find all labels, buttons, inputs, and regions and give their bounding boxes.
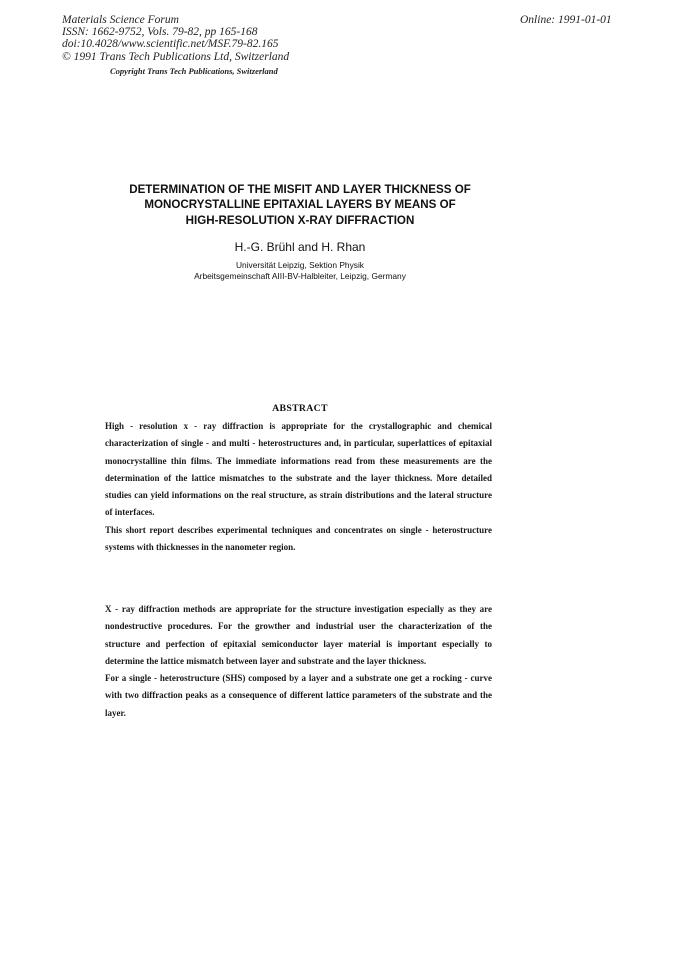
affiliation-line-2: Arbeitsgemeinschaft AIII-BV-Halbleiter, Leipzig, Germany [194, 271, 406, 281]
copyright-notice: Copyright Trans Tech Publications, Switzerland [110, 66, 278, 76]
title-line-2: MONOCRYSTALLINE EPITAXIAL LAYERS BY MEANS OF [144, 198, 456, 212]
issn-line: ISSN: 1662-9752, Vols. 79-82, pp 165-168 [62, 26, 258, 39]
body-paragraph-2: For a single - heterostructure (SHS) composed by a layer and a substrate one get a rocking - curve with two diffraction peaks as a consequence of different lattice parameters of the substrate and the layer. [105, 673, 492, 718]
doi-line: doi:10.4028/www.scientific.net/MSF.79-82.165 [62, 38, 279, 51]
paper-title [100, 182, 500, 228]
body-paragraph-1: X - ray diffraction methods are appropriate for the structure investigation especially as they are nondestructive procedures. For the growther and industrial user the characterization of the structure and perfection of epitaxial semiconductor layer material is important especially to determine the lattice mismatch between layer and substrate and the layer thickness. [105, 604, 492, 666]
intro-body [105, 601, 492, 722]
copyright-line: © 1991 Trans Tech Publications Ltd, Switzerland [62, 50, 290, 63]
authors: H.-G. Brühl and H. Rhan [234, 240, 366, 254]
abstract-body [105, 418, 492, 556]
affiliation-line-1: Universität Leipzig, Sektion Physik [235, 260, 364, 270]
title-line-1: DETERMINATION OF THE MISFIT AND LAYER THICKNESS OF [129, 183, 471, 196]
journal-name: Materials Science Forum [62, 14, 179, 26]
abstract-paragraph-1: High - resolution x - ray diffraction is appropriate for the crystallographic and chemical characterization of single - and multi - heterostructures and, in particular, superlattices of epitaxial monocrystalline thin films. The immediate informations read from these measurements are the determination of the lattice mismatches to the substrate and the layer thickness. More detailed studies can yield informations on the real structure, as strain distributions and the lateral structure of interfaces. [105, 421, 492, 518]
abstract-paragraph-2: This short report describes experimental techniques and concentrates on single - heterostructure systems with thicknesses in the nanometer region. [105, 524, 492, 553]
online-date: Online: 1991-01-01 [520, 14, 612, 26]
journal-header [62, 14, 289, 63]
abstract-heading: ABSTRACT [272, 403, 328, 414]
title-line-3: HIGH-RESOLUTION X-RAY DIFFRACTION [185, 213, 415, 227]
